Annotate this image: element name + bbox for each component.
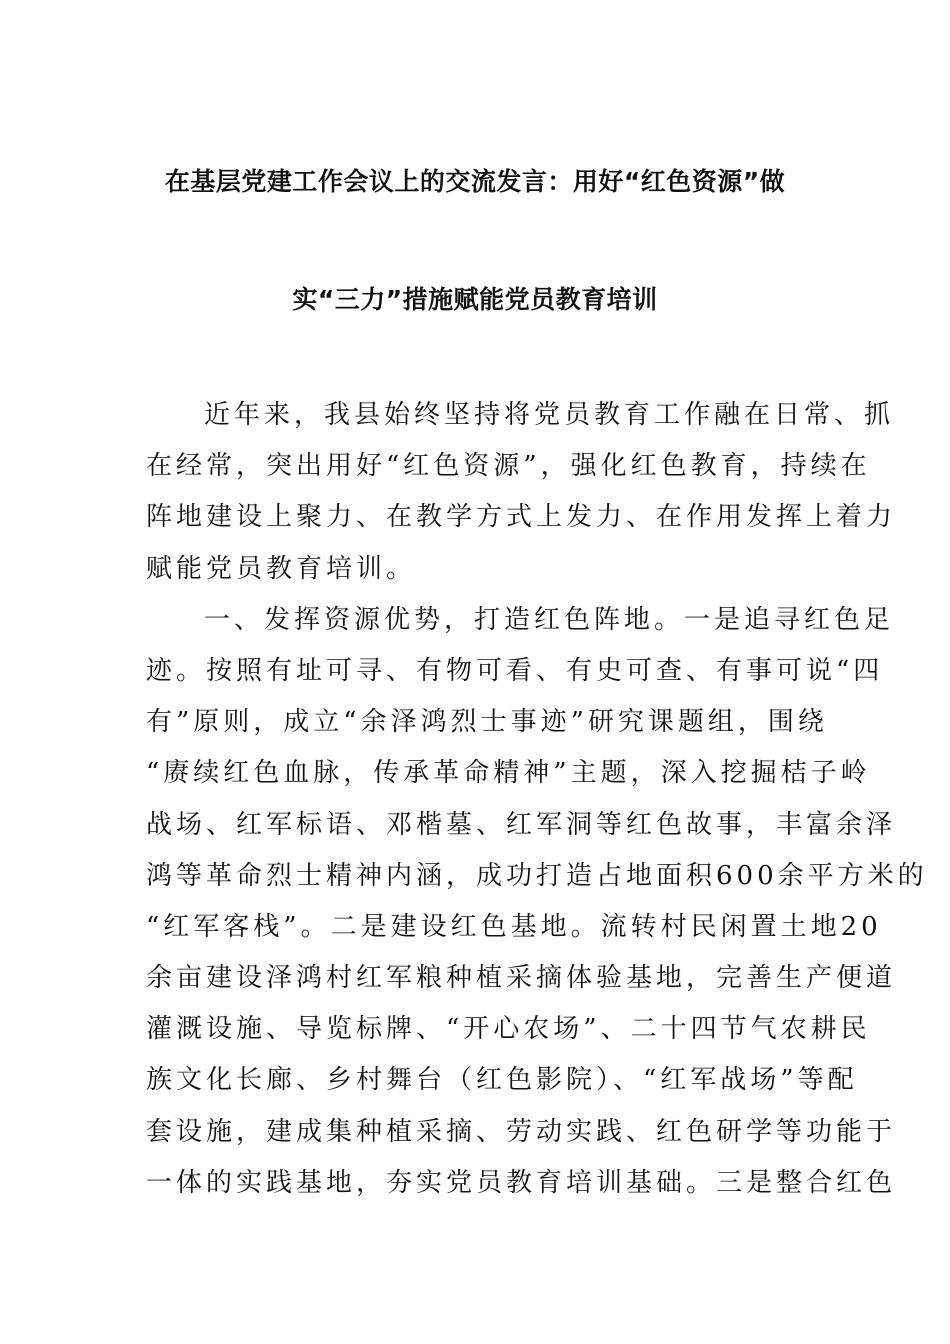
paragraph-line: 阵地建设上聚力、在教学方式上发力、在作用发挥上着力 — [146, 502, 897, 533]
paragraph-line: 迹。按照有址可寻、有物可看、有史可查、有事可说“四 — [146, 655, 884, 686]
document-title-line-2: 实“三力”措施赋能党员教育培训 — [292, 285, 658, 314]
paragraph-line: 有”原则，成立“余泽鸿烈士事迹”研究课题组，围绕 — [146, 707, 828, 738]
paragraph-line: 近年来，我县始终坚持将党员教育工作融在日常、抓 — [204, 400, 895, 430]
paragraph-line: 鸿等革命烈士精神内涵，成功打造占地面积600余平方米的 — [146, 860, 928, 891]
paragraph-line: 族文化长廊、乡村舞台（红色影院）、“红军战场”等配 — [146, 1065, 858, 1096]
document-title-line-1: 在基层党建工作会议上的交流发言：用好“红色资源”做 — [164, 167, 786, 196]
paragraph-line: 赋能党员教育培训。 — [146, 553, 417, 584]
paragraph-line: 战场、红军标语、邓楷墓、红军洞等红色故事，丰富余泽 — [146, 809, 897, 840]
paragraph-line: 余亩建设泽鸿村红军粮种植采摘体验基地，完善生产便道 — [146, 963, 897, 994]
document-body — [146, 390, 928, 1209]
paragraph-line: 一体的实践基地，夯实党员教育培训基础。三是整合红色 — [146, 1167, 897, 1198]
paragraph-line: 灌溉设施、导览标牌、“开心农场”、二十四节气农耕民 — [146, 1014, 871, 1045]
paragraph-line: 在经常，突出用好“红色资源”，强化红色教育，持续在 — [146, 451, 871, 482]
paragraph-line: 套设施，建成集种植采摘、劳动实践、红色研学等功能于 — [146, 1116, 897, 1147]
paragraph-line: “红军客栈”。二是建设红色基地。流转村民闲置土地20 — [146, 911, 882, 942]
paragraph-line: 一、发挥资源优势，打造红色阵地。一是追寻红色足 — [204, 604, 895, 635]
paragraph-line: “赓续红色血脉，传承革命精神”主题，深入挖掘桔子岭 — [146, 758, 871, 789]
